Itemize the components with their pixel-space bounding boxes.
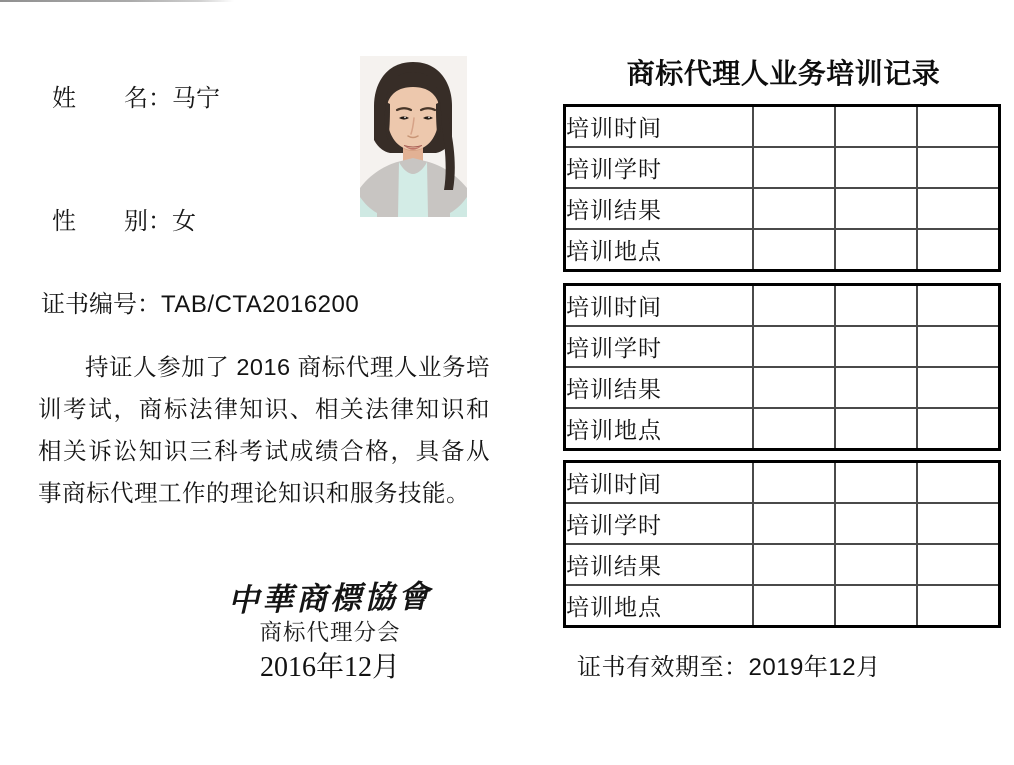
table-cell-empty — [835, 367, 917, 408]
table-cell-empty — [753, 544, 835, 585]
table-row — [565, 188, 1000, 229]
training-record-table-1 — [563, 104, 1001, 272]
table-cell-empty — [753, 188, 835, 229]
association-branch-name: 商标代理分会 — [259, 620, 401, 645]
table-cell-empty — [835, 188, 917, 229]
table-cell-empty — [917, 544, 1000, 585]
name-text: 姓 名：马宁 — [52, 86, 220, 112]
table-cell-empty — [835, 147, 917, 188]
table-cell-empty — [917, 503, 1000, 544]
table-cell-empty — [917, 147, 1000, 188]
table-row — [565, 408, 1000, 450]
row-label: 培训学时 — [565, 326, 754, 367]
table-cell-empty — [835, 326, 917, 367]
validity-label: 证书有效期至： — [577, 654, 749, 681]
table-cell-empty — [753, 585, 835, 627]
table-cell-empty — [835, 544, 917, 585]
table-cell-empty — [753, 285, 835, 327]
row-label: 培训时间 — [565, 462, 754, 504]
row-label: 培训地点 — [565, 585, 754, 627]
row-label: 培训结果 — [565, 367, 754, 408]
certificate-statement-paragraph: 持证人参加了 2016 商标代理人业务培训考试，商标法律知识、相关法律知识和相关诉讼知识三科考试成绩合格，具备从事商标代理工作的理论知识和服务技能。 — [38, 354, 490, 506]
table-cell-empty — [917, 585, 1000, 627]
table-cell-empty — [753, 408, 835, 450]
table-row — [565, 229, 1000, 271]
gender-text: 性 别：女 — [52, 209, 196, 235]
issuer-seal-block — [178, 580, 482, 684]
table-cell-empty — [753, 147, 835, 188]
table-cell-empty — [917, 106, 1000, 148]
table-cell-empty — [917, 367, 1000, 408]
table-cell-empty — [917, 229, 1000, 271]
table-row — [565, 285, 1000, 327]
table-cell-empty — [835, 503, 917, 544]
certificate-number-line — [41, 291, 359, 319]
table-cell-empty — [753, 503, 835, 544]
certificate-number-label: 证书编号： — [41, 291, 161, 318]
row-label: 培训时间 — [565, 106, 754, 148]
row-label: 培训学时 — [565, 147, 754, 188]
table-cell-empty — [753, 326, 835, 367]
row-label: 培训结果 — [565, 188, 754, 229]
table-row — [565, 147, 1000, 188]
certificate-number-value: TAB/CTA2016200 — [161, 291, 360, 318]
table-row — [565, 367, 1000, 408]
table-cell-empty — [753, 229, 835, 271]
table-cell-empty — [753, 367, 835, 408]
table-cell-empty — [917, 285, 1000, 327]
training-record-title: 商标代理人业务培训记录 — [626, 58, 941, 89]
validity-value: 2019年12月 — [748, 654, 881, 681]
name-field — [40, 54, 220, 114]
training-record-table-2 — [563, 283, 1001, 451]
scan-artifact-line — [0, 0, 234, 2]
table-row — [565, 544, 1000, 585]
table-cell-empty — [753, 106, 835, 148]
table-cell-empty — [753, 462, 835, 504]
gender-field — [40, 177, 196, 237]
table-cell-empty — [835, 462, 917, 504]
id-portrait-photo — [360, 56, 467, 217]
row-label: 培训地点 — [565, 408, 754, 450]
table-cell-empty — [835, 106, 917, 148]
validity-line — [577, 654, 881, 682]
row-label: 培训时间 — [565, 285, 754, 327]
table-cell-empty — [917, 408, 1000, 450]
table-row — [565, 462, 1000, 504]
table-row — [565, 503, 1000, 544]
table-cell-empty — [917, 188, 1000, 229]
id-portrait-photo-drawing — [360, 56, 467, 217]
table-row — [565, 585, 1000, 627]
table-cell-empty — [835, 408, 917, 450]
issue-date: 2016年12月 — [259, 652, 400, 683]
table-cell-empty — [835, 585, 917, 627]
training-record-table-3 — [563, 460, 1001, 628]
table-cell-empty — [835, 229, 917, 271]
table-row — [565, 326, 1000, 367]
row-label: 培训结果 — [565, 544, 754, 585]
row-label: 培训学时 — [565, 503, 754, 544]
association-calligraphy-signature: 中華商標協會 — [227, 578, 433, 619]
table-cell-empty — [835, 285, 917, 327]
table-cell-empty — [917, 326, 1000, 367]
table-row — [565, 106, 1000, 148]
row-label: 培训地点 — [565, 229, 754, 271]
table-cell-empty — [917, 462, 1000, 504]
